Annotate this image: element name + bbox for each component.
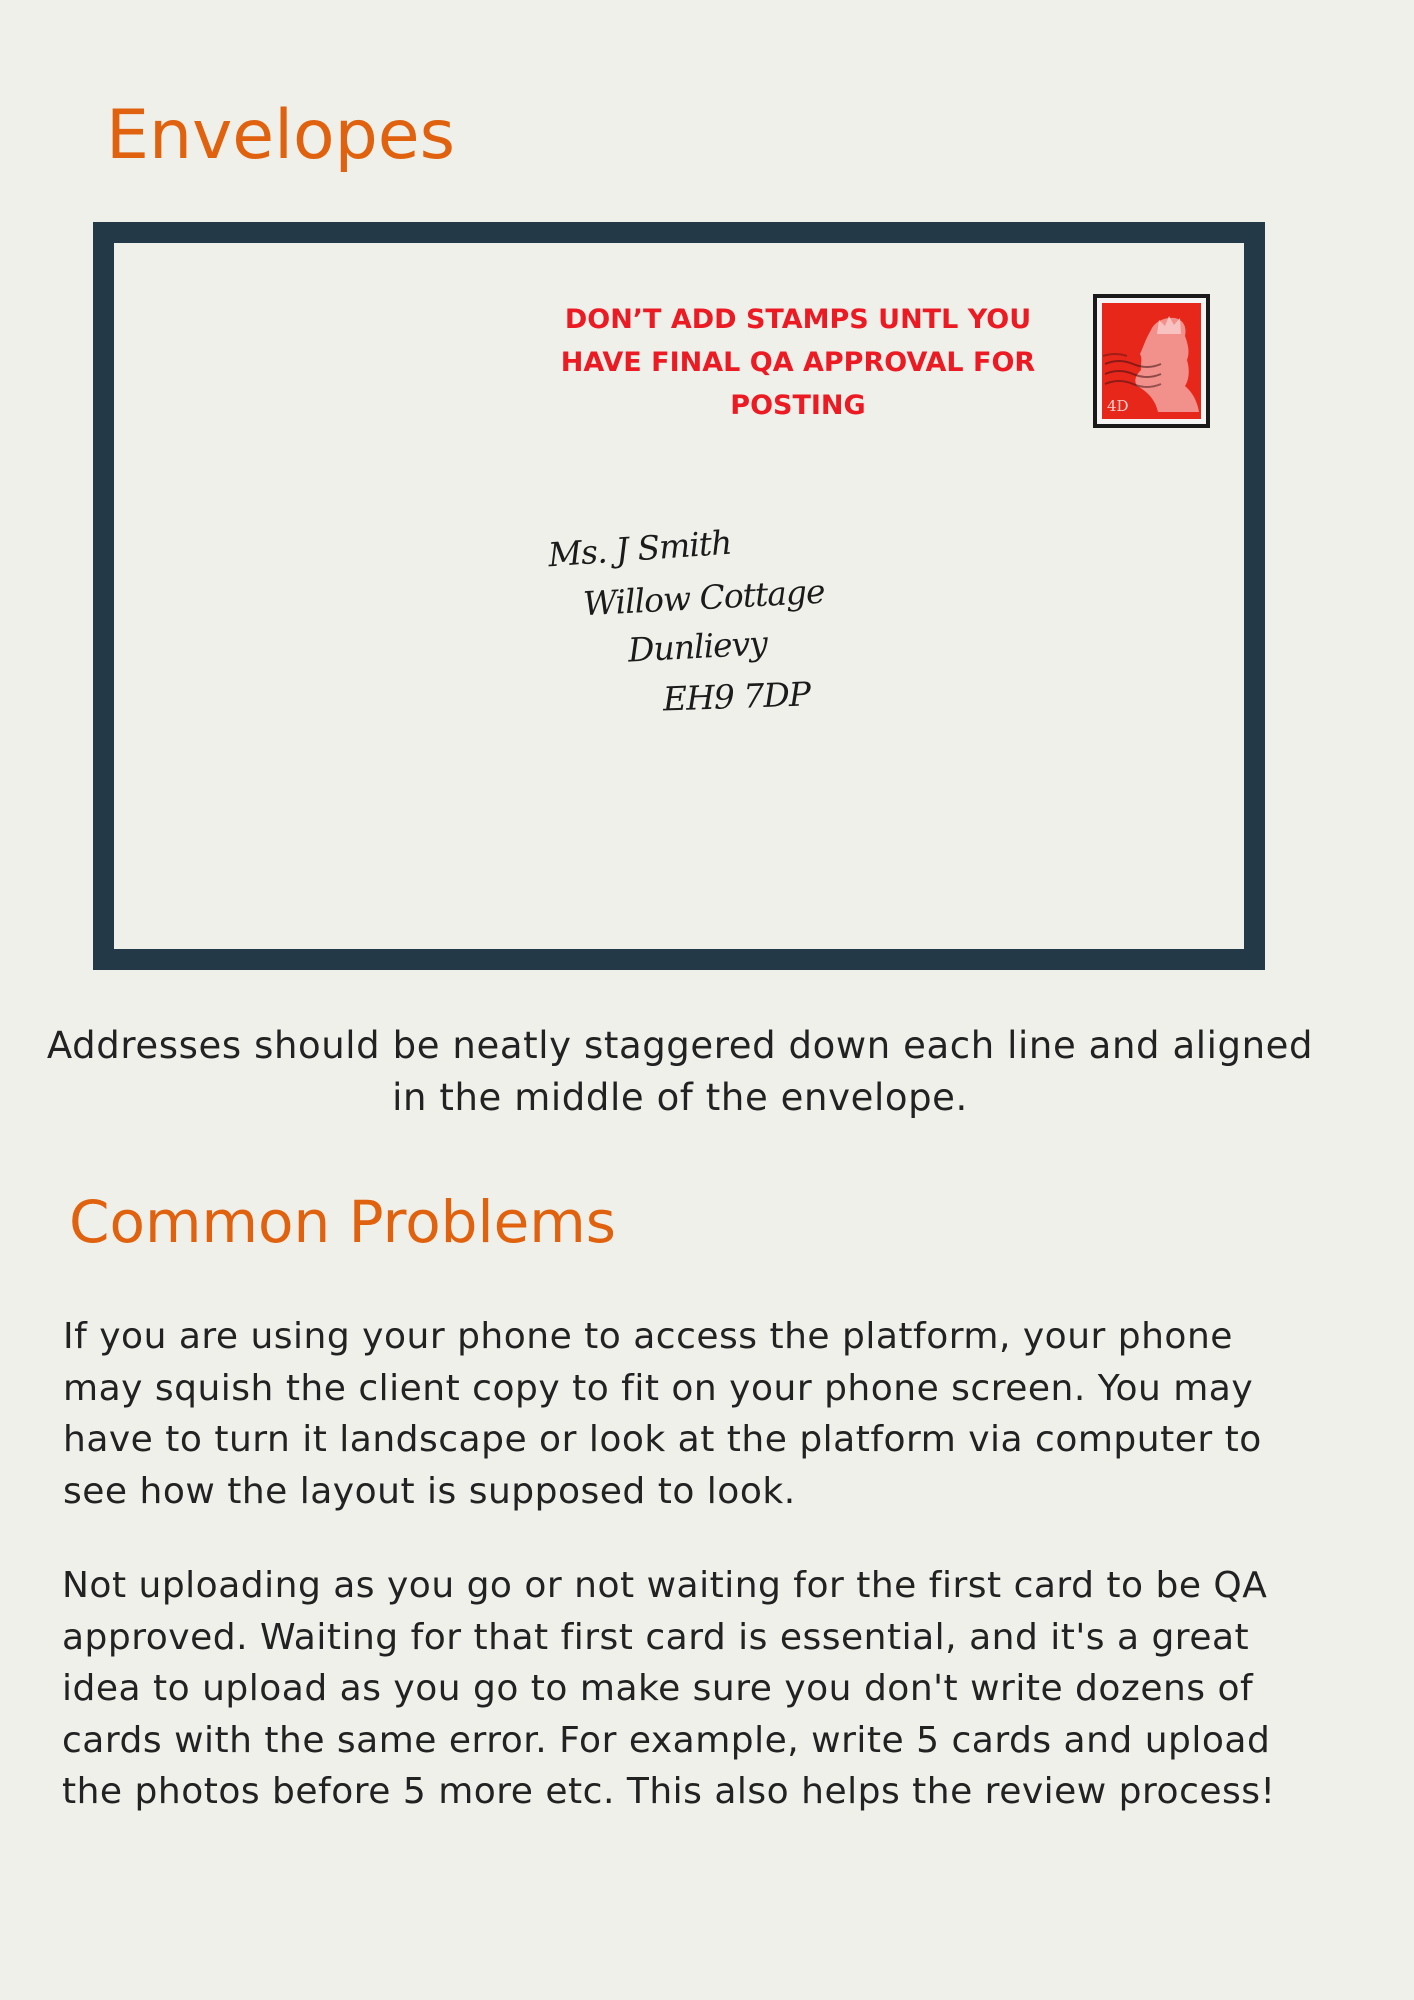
handwritten-address (114, 243, 1244, 949)
problem-paragraph-phone (63, 1311, 1363, 1517)
paragraph-line: approved. Waiting for that first card is essential, and it's a great (62, 1616, 1250, 1658)
warning-line: HAVE FINAL QA APPROVAL FOR (560, 347, 1036, 378)
address-line: EH9 7DP (662, 674, 811, 719)
address-line: Dunlievy (627, 623, 768, 670)
paragraph-line: cards with the same error. For example, write 5 cards and upload (62, 1719, 1271, 1761)
warning-line: POSTING (730, 390, 866, 421)
paragraph-line: If you are using your phone to access the platform, your phone (63, 1316, 1233, 1357)
problem-paragraph-uploading (62, 1560, 1372, 1818)
paragraph-line: have to turn it landscape or look at the platform via computer to (63, 1419, 1262, 1460)
paragraph-line: the photos before 5 more etc. This also helps the review process! (62, 1771, 1276, 1812)
envelope-illustration (93, 222, 1265, 970)
envelopes-heading: Envelopes (106, 96, 456, 175)
paragraph-line: see how the layout is supposed to look. (63, 1470, 796, 1512)
warning-line: DON’T ADD STAMPS UNTL YOU (564, 304, 1032, 335)
address-line: Willow Cottage (582, 571, 826, 624)
address-line: Ms. J Smith (546, 522, 733, 575)
paragraph-line: may squish the client copy to fit on your phone screen. You may (63, 1367, 1254, 1409)
paragraph-line: idea to upload as you go to make sure you don't write dozens of (62, 1668, 1254, 1709)
stamp-value: 4D (1107, 397, 1129, 415)
caption-line: in the middle of the envelope. (392, 1076, 968, 1119)
caption-line: Addresses should be neatly staggered down each line and aligned (46, 1024, 1314, 1067)
paragraph-line: Not uploading as you go or not waiting for the first card to be QA (62, 1565, 1268, 1606)
common-problems-heading: Common Problems (69, 1188, 617, 1256)
envelope-caption (40, 1020, 1320, 1124)
